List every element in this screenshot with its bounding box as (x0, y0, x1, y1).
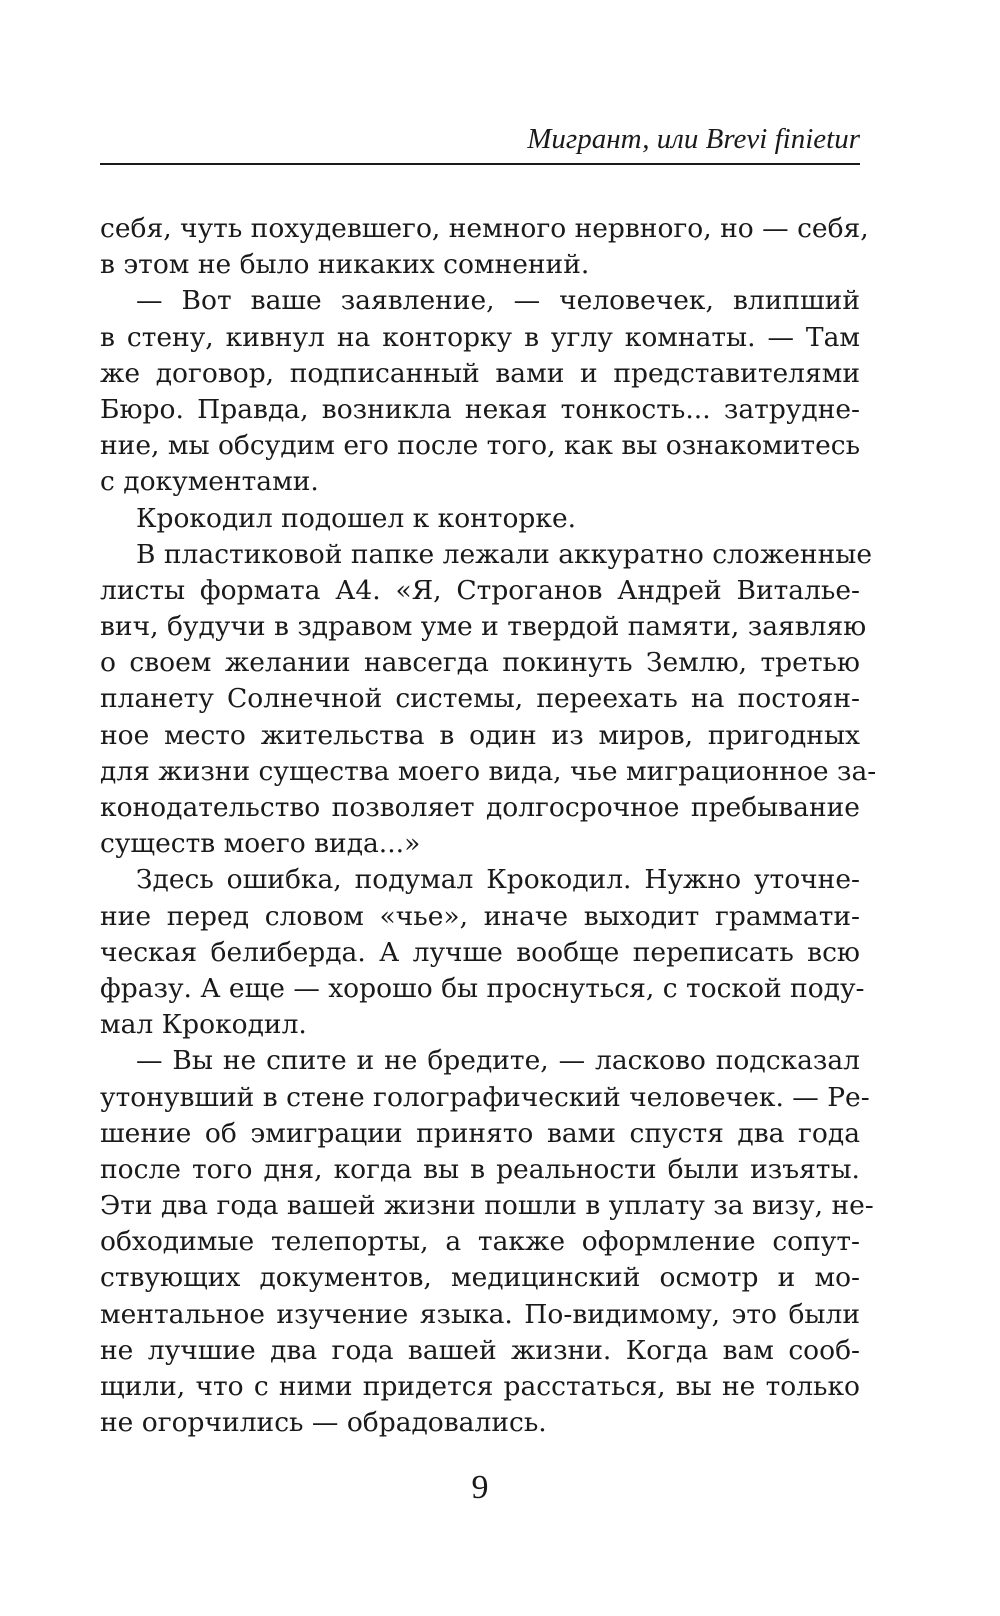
text-line: вич, будучи в здравом уме и твердой памяти, заявляю (100, 611, 867, 643)
text-line: ментальное изучение языка. По-видимому, это были (100, 1298, 860, 1330)
text-line: щили, что с ними придется расстаться, вы не только (100, 1371, 860, 1402)
text-line: после того дня, когда вы в реальности были изъяты. (100, 1153, 860, 1185)
body-text (100, 211, 877, 1441)
text-line: с документами. (100, 466, 319, 498)
text-line: утонувший в стене голографический человечек. — Ре- (100, 1081, 870, 1113)
text-line: Эти два года вашей жизни пошли в уплату за визу, не- (100, 1190, 874, 1222)
text-line: Здесь ошибка, подумал Крокодил. Нужно уточне- (136, 864, 860, 896)
text-line: — Вы не спите и не бредите, — ласково подсказал (136, 1045, 860, 1077)
text-line: листы формата А4. «Я, Строганов Андрей Виталье- (100, 574, 860, 606)
text-line: ческая белиберда. А лучше вообще переписать всю (100, 936, 860, 968)
text-line: Бюро. Правда, возникла некая тонкость... затрудне- (100, 393, 860, 425)
text-line: же договор, подписанный вами и представителями (100, 357, 860, 389)
text-line: планету Солнечной системы, переехать на постоян- (100, 683, 860, 715)
text-line: не огорчились — обрадовались. (100, 1407, 547, 1439)
text-line: фразу. А еще — хорошо бы проснуться, с тоской поду- (100, 972, 865, 1004)
running-head: Мигрант, или Brevi finietur (527, 123, 860, 155)
header-rule (100, 163, 860, 165)
text-line: для жизни существа моего вида, чье миграционное за- (100, 755, 877, 787)
text-line: не лучшие два года вашей жизни. Когда вам сооб- (100, 1334, 860, 1366)
text-line: ние перед словом «чье», иначе выходит граммати- (100, 900, 860, 932)
text-line: о своем желании навсегда покинуть Землю, третью (100, 647, 860, 679)
text-line: мал Крокодил. (100, 1009, 307, 1041)
text-line: обходимые телепорты, а также оформление сопут- (100, 1226, 860, 1258)
text-line: В пластиковой папке лежали аккуратно сложенные (136, 538, 873, 570)
text-line: ние, мы обсудим его после того, как вы ознакомитесь (100, 430, 861, 462)
text-line: Крокодил подошел к конторке. (136, 502, 577, 534)
text-line: ствующих документов, медицинский осмотр и мо- (100, 1262, 860, 1294)
text-line: в стену, кивнул на конторку в углу комнаты. — Там (100, 321, 860, 353)
text-line: ное место жительства в один из миров, пригодных (100, 719, 860, 751)
text-line: себя, чуть похудевшего, немного нервного, но — себя, (100, 213, 869, 244)
page-number: 9 (471, 1469, 489, 1506)
text-line: в этом не было никаких сомнений. (100, 249, 590, 281)
text-line: существ моего вида...» (100, 828, 421, 860)
text-line: конодательство позволяет долгосрочное пребывание (100, 792, 860, 823)
text-line: — Вот ваше заявление, — человечек, влипший (136, 285, 860, 317)
text-line: шение об эмиграции принято вами спустя два года (100, 1117, 860, 1149)
